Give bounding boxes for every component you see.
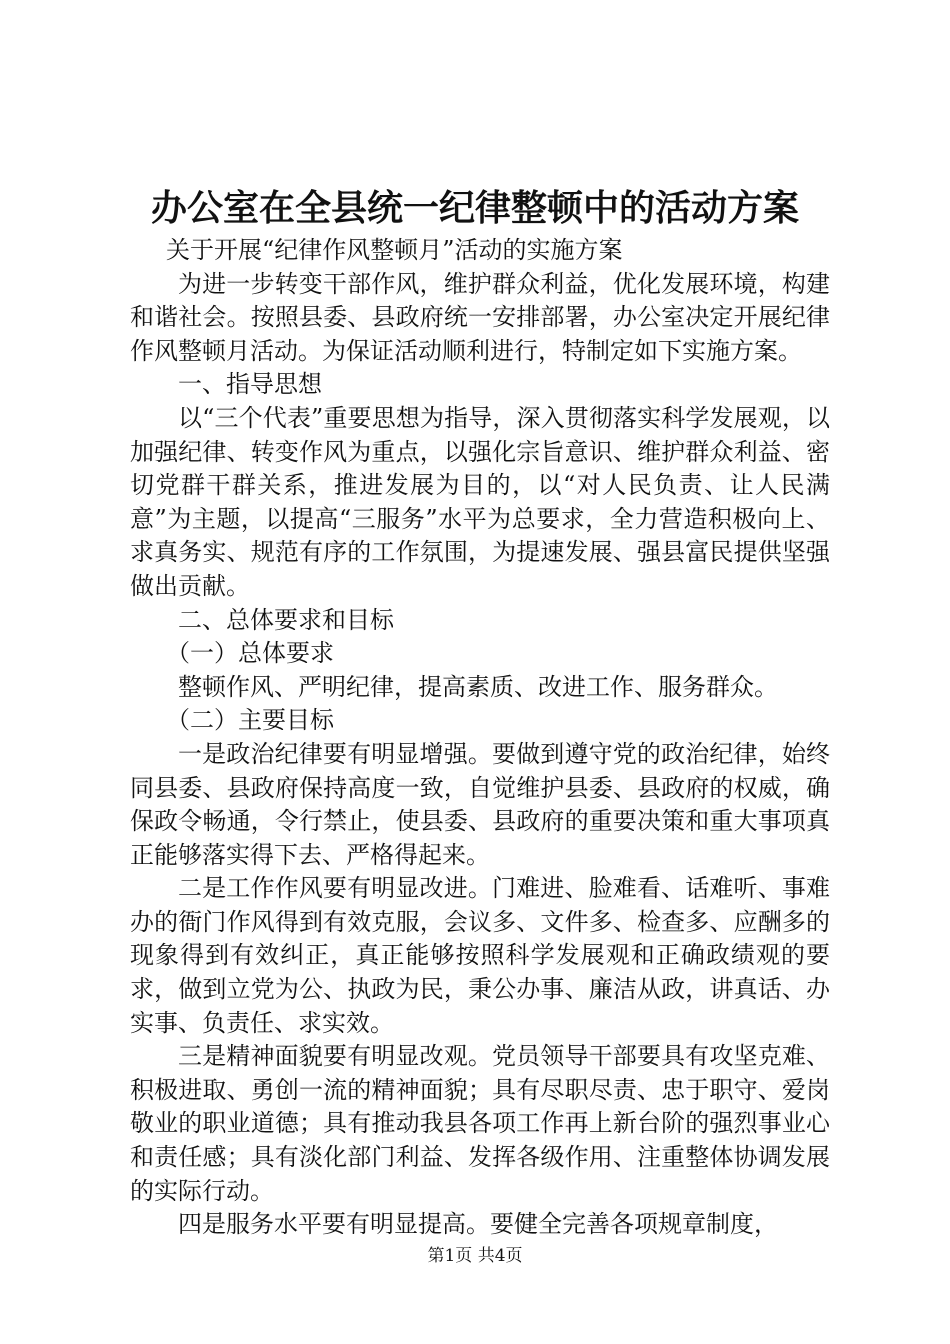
- section-heading-guiding-thought: 一、指导思想: [178, 370, 322, 399]
- general-requirements-paragraph: 整顿作风、严明纪律，提高素质、改进工作、服务群众。: [178, 672, 778, 701]
- subtitle-paragraph: 关于开展“纪律作风整顿月”活动的实施方案: [166, 236, 623, 264]
- document-title: 办公室在全县统一纪律整顿中的活动方案: [150, 187, 799, 229]
- page-number-footer: 第1页 共4页: [427, 1246, 523, 1266]
- intro-paragraph: 为进一步转变干部作风，维护群众利益，优化发展环境，构建和谐社会。按照县委、县政府统一安排部署，办公室决定开展纪律作风整顿月活动。为保证活动顺利进行，特制定如下实施方案。: [130, 269, 830, 365]
- goal-one-paragraph: 一是政治纪律要有明显增强。要做到遵守党的政治纪律，始终同县委、县政府保持高度一致，自觉维护县委、县政府的权威，确保政令畅通，令行禁止，使县委、县政府的重要决策和重大事项真正能够落实得下去、严格得起来。: [130, 739, 830, 869]
- subheading-general-requirements: （一）总体要求: [166, 639, 334, 668]
- goal-four-paragraph: 四是服务水平要有明显提高。要健全完善各项规章制度，: [178, 1210, 778, 1239]
- goal-two-paragraph: 二是工作作风要有明显改进。门难进、脸难看、话难听、事难办的衙门作风得到有效克服，会议多、文件多、检查多、应酬多的现象得到有效纠正，真正能够按照科学发展观和正确政绩观的要求，做到立党为公、执政为民，秉公办事、廉洁从政，讲真话、办实事、负责任、求实效。: [130, 874, 830, 1037]
- section-heading-requirements-goals: 二、总体要求和目标: [178, 605, 394, 634]
- guiding-thought-paragraph: 以“三个代表”重要思想为指导，深入贯彻落实科学发展观，以加强纪律、转变作风为重点，以强化宗旨意识、维护群众利益、密切党群干群关系，推进发展为目的，以“对人民负责、让人民满意”为主题，以提高“三服务”水平为总要求，全力营造积极向上、求真务实、规范有序的工作氛围，为提速发展、强县富民提供坚强做出贡献。: [130, 403, 830, 600]
- subheading-main-goals: （二）主要目标: [166, 706, 334, 735]
- document-body: [130, 234, 830, 1242]
- goal-three-paragraph: 三是精神面貌要有明显改观。党员领导干部要具有攻坚克难、积极进取、勇创一流的精神面貌；具有尽职尽责、忠于职守、爱岗敬业的职业道德；具有推动我县各项工作再上新台阶的强烈事业心和责任感；具有淡化部门利益、发挥各级作用、注重整体协调发展的实际行动。: [130, 1042, 830, 1205]
